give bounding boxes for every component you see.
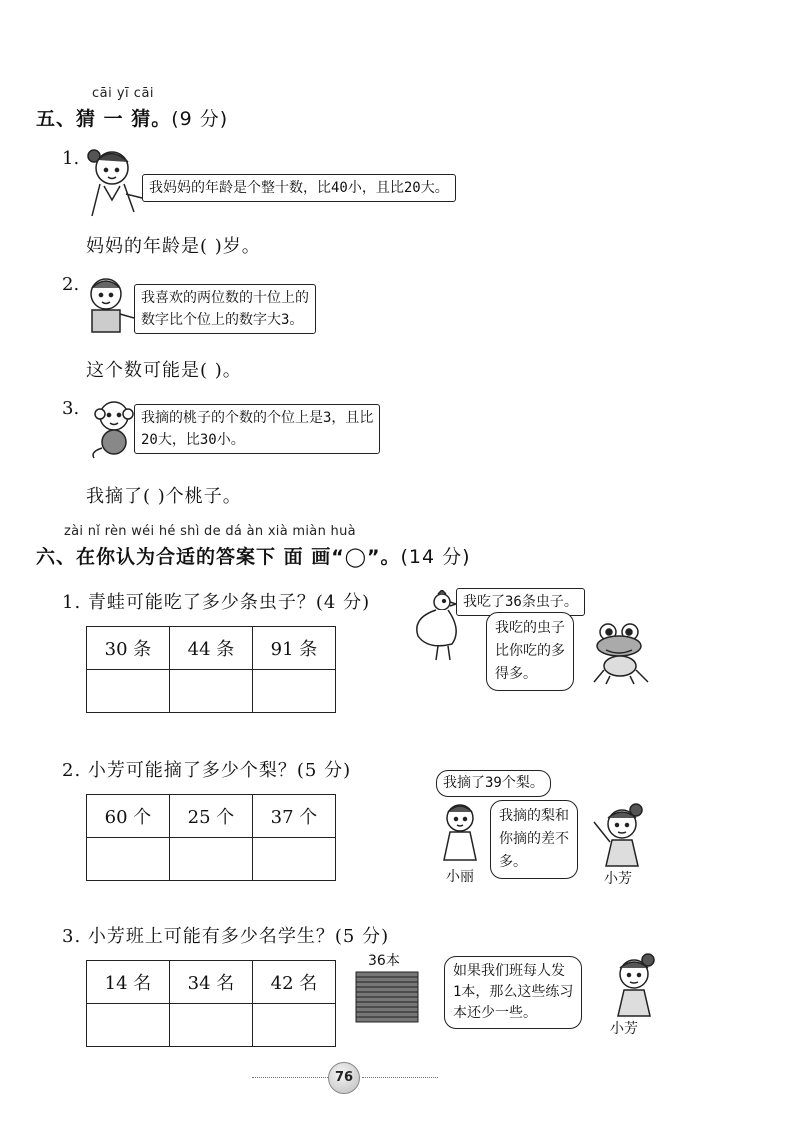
section5-pinyin: cāi yī cāi [92, 86, 155, 101]
q2-speech-bubble [134, 284, 316, 334]
q2-bubble-line-1: 我喜欢的两位数的十位上的 [141, 290, 309, 306]
q1-speech-bubble: 我妈妈的年龄是个整十数，比40小，且比20大。 [142, 174, 456, 202]
q1-number: 1. [62, 148, 80, 169]
q6-2-option-3: 37 个 [253, 795, 336, 838]
q6-3-xiaofang-bubble [444, 956, 582, 1029]
book-stack-illustration [354, 968, 422, 1024]
q6-2-name-xiaoli: 小丽 [446, 869, 474, 885]
q6-3-option-3: 42 名 [253, 961, 336, 1004]
q6-3-bubble-line-1: 如果我们班每人发 [453, 963, 565, 979]
section6-points: (14 分) [400, 546, 471, 568]
q6-2-xiaofang-line-2: 你摘的差不 [499, 831, 569, 847]
q2-bubble-line-2: 数字比个位上的数字大3。 [141, 312, 304, 328]
q6-1-answer-table [86, 626, 336, 713]
section5-title-text: 五、猜 一 猜。 [36, 108, 172, 130]
q6-3-mark-cell-1[interactable] [87, 1004, 170, 1047]
q6-2-xiaoli-bubble: 我摘了39个梨。 [436, 770, 551, 797]
q6-2-mark-cell-1[interactable] [87, 838, 170, 881]
section5-points: (9 分) [171, 108, 229, 130]
girl-illustration [86, 140, 144, 220]
section6-title [36, 542, 471, 569]
books-label: 36本 [368, 953, 400, 969]
q6-1-frog-line-2: 比你吃的多 [495, 643, 565, 659]
page-number: 76 [328, 1062, 360, 1094]
boy-illustration [84, 274, 136, 336]
q6-3-option-1: 14 名 [87, 961, 170, 1004]
q3-speech-bubble [134, 404, 380, 454]
q6-1-frog-bubble [486, 612, 574, 691]
q6-1-mark-cell-3[interactable] [253, 670, 336, 713]
q6-2-xiaofang-line-3: 多。 [499, 854, 527, 870]
q6-1-option-3: 91 条 [253, 627, 336, 670]
xiaoli-illustration [436, 800, 486, 864]
q6-3-mark-cell-3[interactable] [253, 1004, 336, 1047]
monkey-illustration [84, 398, 138, 460]
q6-3-option-2: 34 名 [170, 961, 253, 1004]
footer-dots-left [252, 1077, 328, 1078]
q6-2-mark-cell-3[interactable] [253, 838, 336, 881]
q6-2-option-1: 60 个 [87, 795, 170, 838]
q6-2-name-xiaofang: 小芳 [604, 871, 632, 887]
q3-bubble-line-2: 20大，比30小。 [141, 432, 245, 448]
q6-1-title: 1. 青蛙可能吃了多少条虫子？(4 分) [62, 592, 371, 613]
q6-3-name-xiaofang: 小芳 [610, 1021, 638, 1037]
q6-2-xiaofang-bubble [490, 800, 578, 879]
q6-1-mark-cell-2[interactable] [170, 670, 253, 713]
q6-3-answer-table [86, 960, 336, 1047]
q1-answer-line: 妈妈的年龄是( )岁。 [86, 236, 261, 257]
q6-2-title: 2. 小芳可能摘了多少个梨？(5 分) [62, 760, 352, 781]
q6-1-frog-line-3: 得多。 [495, 666, 537, 682]
q2-answer-line: 这个数可能是( )。 [86, 360, 242, 381]
section6-pinyin: zài nǐ rèn wéi hé shì de dá àn xià miàn huà [64, 524, 356, 539]
q6-2-option-2: 25 个 [170, 795, 253, 838]
q6-3-bubble-line-3: 本还少一些。 [453, 1005, 537, 1021]
q3-answer-line: 我摘了( )个桃子。 [86, 486, 242, 507]
q3-bubble-line-1: 我摘的桃子的个数的个位上是3，且比 [141, 410, 374, 426]
q6-1-option-1: 30 条 [87, 627, 170, 670]
frog-illustration [590, 622, 652, 686]
q6-2-mark-cell-2[interactable] [170, 838, 253, 881]
xiaofang-illustration-2 [604, 950, 660, 1018]
section5-title [36, 104, 228, 131]
q2-number: 2. [62, 274, 80, 295]
xiaofang-illustration-1 [590, 802, 650, 868]
q6-1-frog-line-1: 我吃的虫子 [495, 620, 565, 636]
q6-1-option-2: 44 条 [170, 627, 253, 670]
q3-number: 3. [62, 398, 80, 419]
footer-dots-right [362, 1077, 438, 1078]
q6-1-hen-bubble: 我吃了36条虫子。 [456, 588, 585, 616]
section6-title-text: 六、在你认为合适的答案下 面 画“◯”。 [36, 546, 401, 568]
q6-2-answer-table [86, 794, 336, 881]
q6-3-mark-cell-2[interactable] [170, 1004, 253, 1047]
q6-3-bubble-line-2: 1本，那么这些练习 [453, 984, 574, 1000]
q6-3-title: 3. 小芳班上可能有多少名学生？(5 分) [62, 926, 390, 947]
q6-1-mark-cell-1[interactable] [87, 670, 170, 713]
q6-2-xiaofang-line-1: 我摘的梨和 [499, 808, 569, 824]
